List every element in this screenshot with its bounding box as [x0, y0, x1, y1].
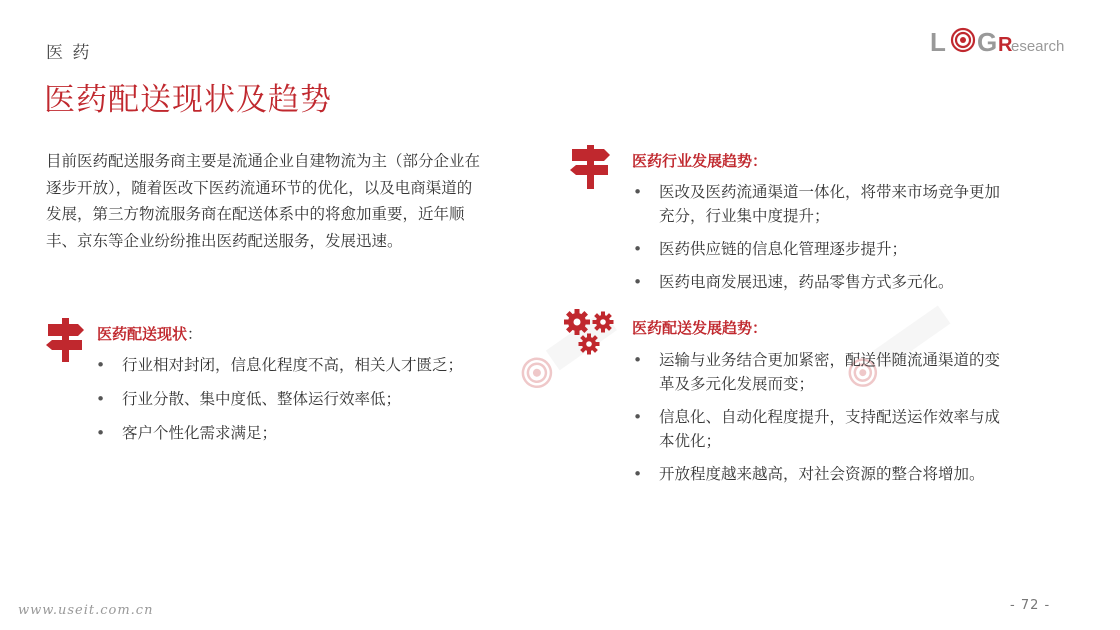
industry-trend-list [631, 180, 1001, 294]
logo-letter-l: L [930, 27, 946, 56]
list-item: • 医改及医药流通渠道一体化，将带来市场竞争更加充分，行业集中度提升； [631, 180, 1001, 228]
logo [930, 26, 1080, 56]
status-heading [97, 323, 202, 344]
status-heading-text: 医药配送现状 [97, 325, 188, 343]
target-icon [952, 29, 974, 51]
delivery-trend-list [631, 348, 1001, 486]
list-item: • 行业分散、集中度低、整体运行效率低； [94, 387, 474, 411]
list-item: • 信息化、自动化程度提升，支持配送运作效率与成本优化； [631, 405, 1001, 453]
list-item: • 医药电商发展迅速，药品零售方式多元化。 [631, 270, 1001, 294]
section-tag: 医 药 [46, 43, 92, 63]
status-heading-colon: ： [187, 325, 203, 343]
signpost-icon [570, 143, 612, 189]
list-item: • 医药供应链的信息化管理逐步提升； [631, 237, 1001, 261]
signpost-icon [46, 316, 86, 362]
gears-icon [563, 308, 619, 356]
logo-research-text: esearch [1011, 38, 1065, 55]
industry-trend-heading: 医药行业发展趋势： [632, 152, 768, 170]
intro-paragraph: 目前医药配送服务商主要是流通企业自建物流为主（部分企业在逐步开放），随着医改下医药流通环节的优化，以及电商渠道的发展，第三方物流服务商在配送体系中的将愈加重要，近年顺丰、京东等企业纷纷推出医药配送服务，发展迅速。 [46, 152, 481, 250]
footer-url[interactable]: www.useit.com.cn [18, 603, 154, 618]
delivery-trend-heading: 医药配送发展趋势： [632, 319, 768, 337]
list-item: • 运输与业务结合更加紧密，配送伴随流通渠道的变革及多元化发展而变； [631, 348, 1001, 396]
logo-letter-g: G [977, 27, 998, 56]
logo-letter-r: R [998, 34, 1013, 56]
status-list [94, 353, 474, 445]
list-item: • 开放程度越来越高，对社会资源的整合将增加。 [631, 462, 1001, 486]
list-item: • 行业相对封闭，信息化程度不高，相关人才匮乏； [94, 353, 474, 377]
page-title: 医药配送现状及趋势 [44, 82, 332, 118]
page-number: - 72 - [1010, 598, 1051, 613]
list-item: • 客户个性化需求满足； [94, 421, 474, 445]
